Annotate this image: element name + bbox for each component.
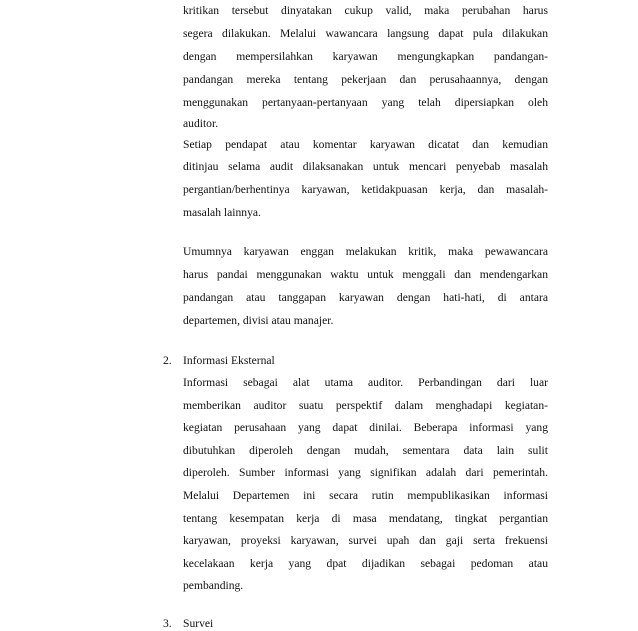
list-number: 2. (163, 354, 172, 367)
paragraph-line: auditor. (183, 117, 219, 130)
paragraph-line: dengan mempersilahkan karyawan mengungkapkan pandangan- (183, 50, 548, 63)
section-heading: Survei (183, 617, 214, 630)
paragraph-line: kecelakaan kerja yang dpat dijadikan sebagai pedoman atau (183, 557, 548, 570)
paragraph-line: kegiatan perusahaan yang dapat dinilai. Beberapa informasi yang (183, 421, 548, 434)
paragraph-line: Informasi sebagai alat utama auditor. Perbandingan dari luar (183, 376, 548, 389)
section-heading: Informasi Eksternal (183, 354, 275, 367)
paragraph-line: pembanding. (183, 579, 244, 592)
paragraph-line: pandangan mereka tentang pekerjaan dan perusahaannya, dengan (183, 73, 548, 86)
paragraph-line: pandangan atau tanggapan karyawan dengan hati-hati, di antara (183, 291, 548, 304)
paragraph-line: tentang kesempatan kerja di masa mendatang, tingkat pergantian (183, 512, 548, 525)
paragraph-line: Melalui Departemen ini secara rutin mempublikasikan informasi (183, 489, 548, 502)
paragraph-line: harus pandai menggunakan waktu untuk menggali dan mendengarkan (183, 268, 548, 281)
paragraph-line: memberikan auditor suatu perspektif dalam menghadapi kegiatan- (183, 399, 548, 412)
paragraph-line: ditinjau selama audit dilaksanakan untuk mencari penyebab masalah (183, 160, 548, 173)
paragraph-line: masalah lainnya. (183, 206, 261, 219)
paragraph-line: menggunakan pertanyaan-pertanyaan yang telah dipersiapkan oleh (183, 96, 548, 109)
paragraph-line: segera dilakukan. Melalui wawancara langsung dapat pula dilakukan (183, 27, 548, 40)
paragraph-line: kritikan tersebut dinyatakan cukup valid, maka perubahan harus (183, 4, 548, 17)
paragraph-line: karyawan, proyeksi karyawan, survei upah dan gaji serta frekuensi (183, 534, 548, 547)
paragraph-line: Umumnya karyawan enggan melakukan kritik, maka pewawancara (183, 245, 548, 258)
paragraph-line: pergantian/berhentinya karyawan, ketidakpuasan kerja, dan masalah- (183, 183, 548, 196)
paragraph-line: departemen, divisi atau manajer. (183, 314, 334, 327)
paragraph-line: Setiap pendapat atau komentar karyawan dicatat dan kemudian (183, 138, 548, 151)
paragraph-line: diperoleh. Sumber informasi yang signifikan adalah dari pemerintah. (183, 466, 548, 479)
list-number: 3. (163, 617, 172, 630)
paragraph-line: dibutuhkan diperoleh dengan mudah, sementara data lain sulit (183, 444, 548, 457)
